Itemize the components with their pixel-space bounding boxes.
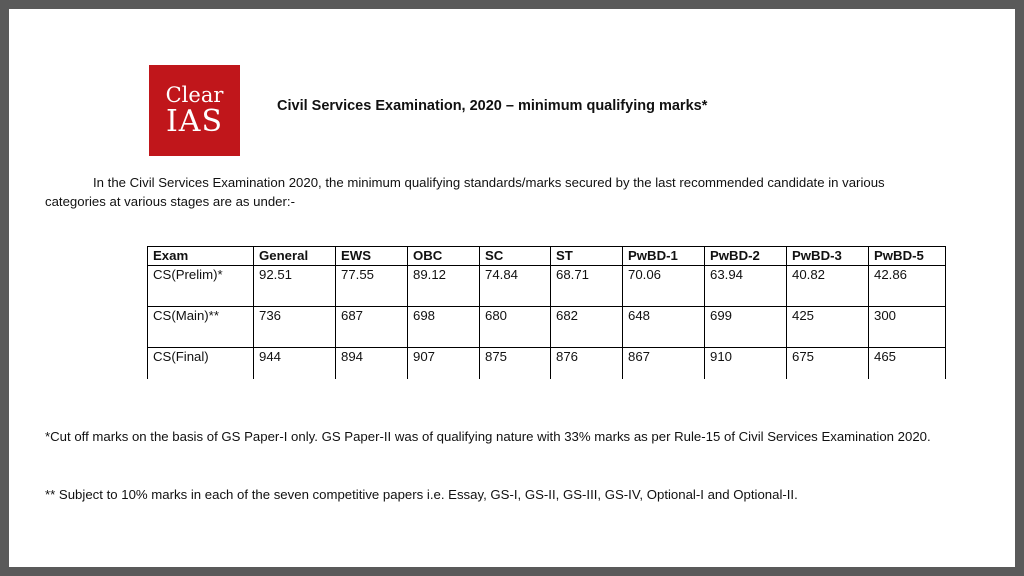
cell-pwbd3: 425: [787, 307, 869, 348]
cell-general: 944: [254, 348, 336, 380]
header-pwbd2: PwBD-2: [705, 247, 787, 266]
table-row: [148, 266, 946, 307]
logo-line2: IAS: [165, 103, 224, 139]
document-page: [9, 9, 1015, 567]
cell-pwbd1: 867: [623, 348, 705, 380]
header-ews: EWS: [336, 247, 408, 266]
header-obc: OBC: [408, 247, 480, 266]
table-row: [148, 348, 946, 380]
table-header-row: [148, 247, 946, 266]
header-pwbd5: PwBD-5: [869, 247, 946, 266]
cell-obc: 698: [408, 307, 480, 348]
logo-line1: Clear: [165, 82, 224, 107]
cell-exam: CS(Final): [148, 348, 254, 380]
cell-st: 682: [551, 307, 623, 348]
cell-pwbd3: 40.82: [787, 266, 869, 307]
cell-pwbd5: 300: [869, 307, 946, 348]
cell-obc: 89.12: [408, 266, 480, 307]
cell-pwbd5: 465: [869, 348, 946, 380]
cell-sc: 875: [480, 348, 551, 380]
cell-pwbd1: 70.06: [623, 266, 705, 307]
cell-ews: 77.55: [336, 266, 408, 307]
cell-sc: 74.84: [480, 266, 551, 307]
footnote-prelim: *Cut off marks on the basis of GS Paper-I only. GS Paper-II was of qualifying nature with 33% marks as per Rule-15 of Civil Services Examination 2020.: [45, 429, 931, 444]
cell-exam: CS(Prelim)*: [148, 266, 254, 307]
table-row: [148, 307, 946, 348]
footnote-main: ** Subject to 10% marks in each of the seven competitive papers i.e. Essay, GS-I, GS-II, GS-III, GS-IV, Optional-I and Optional-II.: [45, 487, 798, 502]
header-sc: SC: [480, 247, 551, 266]
cell-ews: 687: [336, 307, 408, 348]
header-pwbd3: PwBD-3: [787, 247, 869, 266]
cell-pwbd2: 63.94: [705, 266, 787, 307]
cell-general: 736: [254, 307, 336, 348]
cell-sc: 680: [480, 307, 551, 348]
cell-ews: 894: [336, 348, 408, 380]
intro-line1: In the Civil Services Examination 2020, the minimum qualifying standards/marks secured by the last recommended candidate in various: [93, 175, 885, 190]
page-title: Civil Services Examination, 2020 – minimum qualifying marks*: [277, 98, 708, 114]
cell-pwbd5: 42.86: [869, 266, 946, 307]
cell-exam: CS(Main)**: [148, 307, 254, 348]
header-st: ST: [551, 247, 623, 266]
cell-pwbd3: 675: [787, 348, 869, 380]
cell-general: 92.51: [254, 266, 336, 307]
qualifying-marks-table: [147, 246, 946, 379]
intro-paragraph: [45, 173, 975, 211]
cell-obc: 907: [408, 348, 480, 380]
intro-line2: categories at various stages are as under:-: [45, 194, 295, 209]
cell-pwbd1: 648: [623, 307, 705, 348]
header-pwbd1: PwBD-1: [623, 247, 705, 266]
header-exam: Exam: [148, 247, 254, 266]
cell-pwbd2: 910: [705, 348, 787, 380]
header-general: General: [254, 247, 336, 266]
cell-pwbd2: 699: [705, 307, 787, 348]
cell-st: 876: [551, 348, 623, 380]
cell-st: 68.71: [551, 266, 623, 307]
clear-ias-logo: [149, 65, 240, 156]
